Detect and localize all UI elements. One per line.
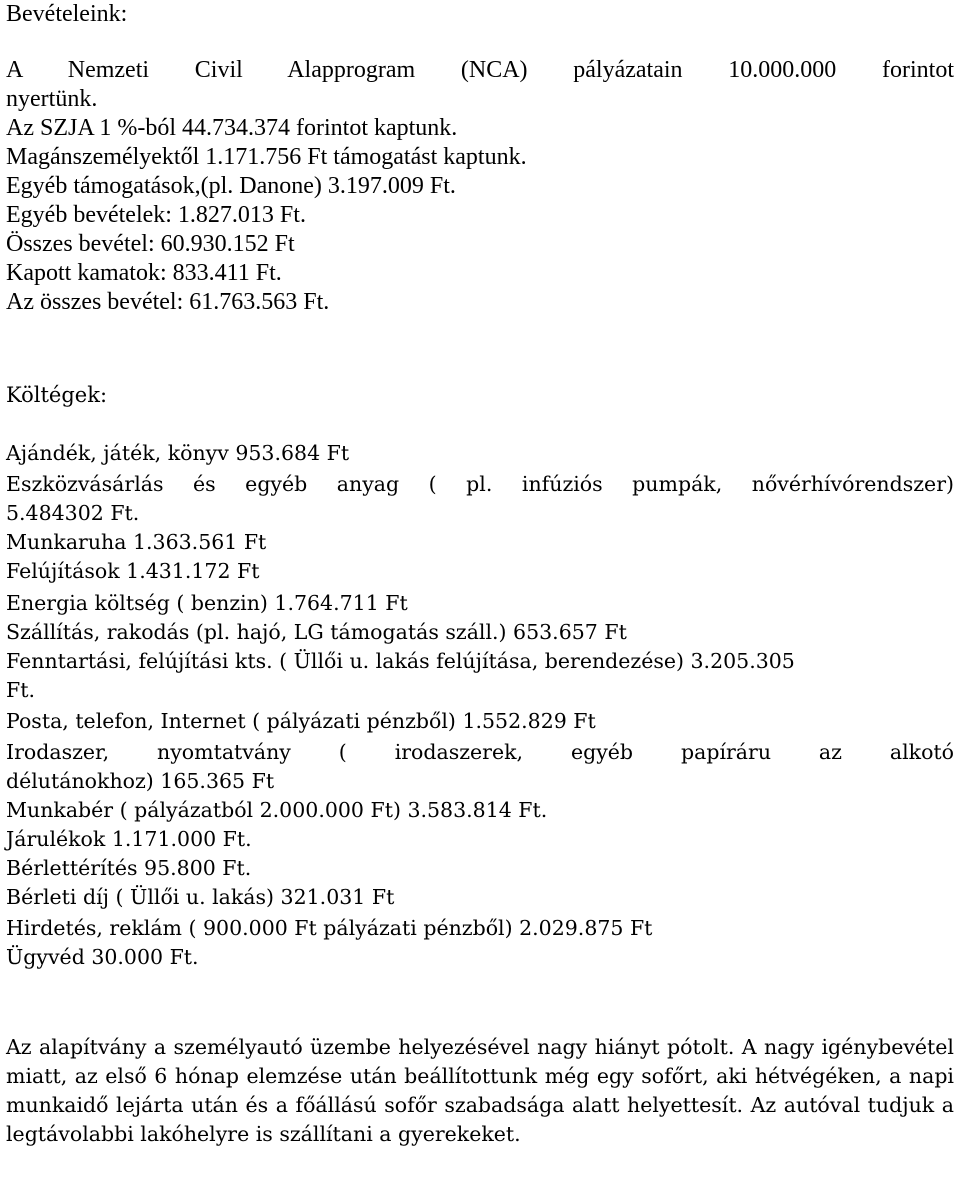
expense-rent: Bérleti díj ( Üllői u. lakás) 321.031 Ft — [6, 885, 395, 909]
expense-pass: Bérlettérítés 95.800 Ft. — [6, 856, 252, 880]
expenses-heading: Költégek: — [6, 383, 108, 407]
expense-lawyer: Ügyvéd 30.000 Ft. — [6, 945, 199, 969]
income-line-other-income: Egyéb bevételek: 1.827.013 Ft. — [6, 202, 306, 228]
income-line-total: Összes bevétel: 60.930.152 Ft — [6, 231, 295, 257]
expense-equipment: Eszközvásárlás és egyéb anyag ( pl. infúziós pumpák, nővérhívórendszer) — [6, 472, 954, 496]
expense-energy: Energia költség ( benzin) 1.764.711 Ft — [6, 591, 408, 615]
income-line-other-support: Egyéb támogatások,(pl. Danone) 3.197.009 Ft. — [6, 173, 456, 199]
expense-office-cont: délutánokhoz) 165.365 Ft — [6, 769, 275, 793]
expense-gift-text: Ajándék, játék, könyv 953.684 Ft — [6, 441, 350, 465]
income-line-nca-cont: nyertünk. — [6, 86, 98, 112]
expense-wage: Munkabér ( pályázatból 2.000.000 Ft) 3.583.814 Ft. — [6, 798, 548, 822]
expense-ads: Hirdetés, reklám ( 900.000 Ft pályázati pénzből) 2.029.875 Ft — [6, 916, 653, 940]
expense-workwear: Munkaruha 1.363.561 Ft — [6, 530, 267, 554]
closing-paragraph: Az alapítvány a személyautó üzembe helyezésével nagy hiányt pótolt. A nagy igénybevétel miatt, az első 6 hónap elemzése után beállítottunk még egy sofőrt, aki hétvégéken, a napi munkaidő lejárta után és a főállású sofőr szabadsága alatt helyettesít. Az autóval tudjuk a legtávolabbi lakóhelyre is szállítani a gyerekeket. — [6, 1035, 954, 1146]
expense-gift — [6, 439, 349, 468]
income-line-grand-total: Az összes bevétel: 61.763.563 Ft. — [6, 289, 330, 315]
income-line-szja: Az SZJA 1 %-ból 44.734.374 forintot kaptunk. — [6, 115, 458, 141]
income-line-interest: Kapott kamatok: 833.411 Ft. — [6, 260, 282, 286]
income-line-nca: A Nemzeti Civil Alapprogram (NCA) pályázatain 10.000.000 forintot — [6, 57, 954, 83]
income-heading: Bevételeink: — [6, 1, 128, 27]
expense-contributions: Járulékok 1.171.000 Ft. — [6, 827, 252, 851]
income-line-private: Magánszemélyektől 1.171.756 Ft támogatást kaptunk. — [6, 144, 527, 170]
expense-postal: Posta, telefon, Internet ( pályázati pénzből) 1.552.829 Ft — [6, 709, 596, 733]
expense-office: Irodaszer, nyomtatvány ( irodaszerek, egyéb papíráru az alkotó — [6, 740, 954, 764]
expense-maintenance: Fenntartási, felújítási kts. ( Üllői u. lakás felújítása, berendezése) 3.205.305 — [6, 649, 795, 673]
expense-transport: Szállítás, rakodás (pl. hajó, LG támogatás száll.) 653.657 Ft — [6, 620, 627, 644]
expense-renovation: Felújítások 1.431.172 Ft — [6, 559, 260, 583]
expense-maintenance-cont: Ft. — [6, 678, 35, 702]
expense-equipment-amount: 5.484302 Ft. — [6, 501, 140, 525]
